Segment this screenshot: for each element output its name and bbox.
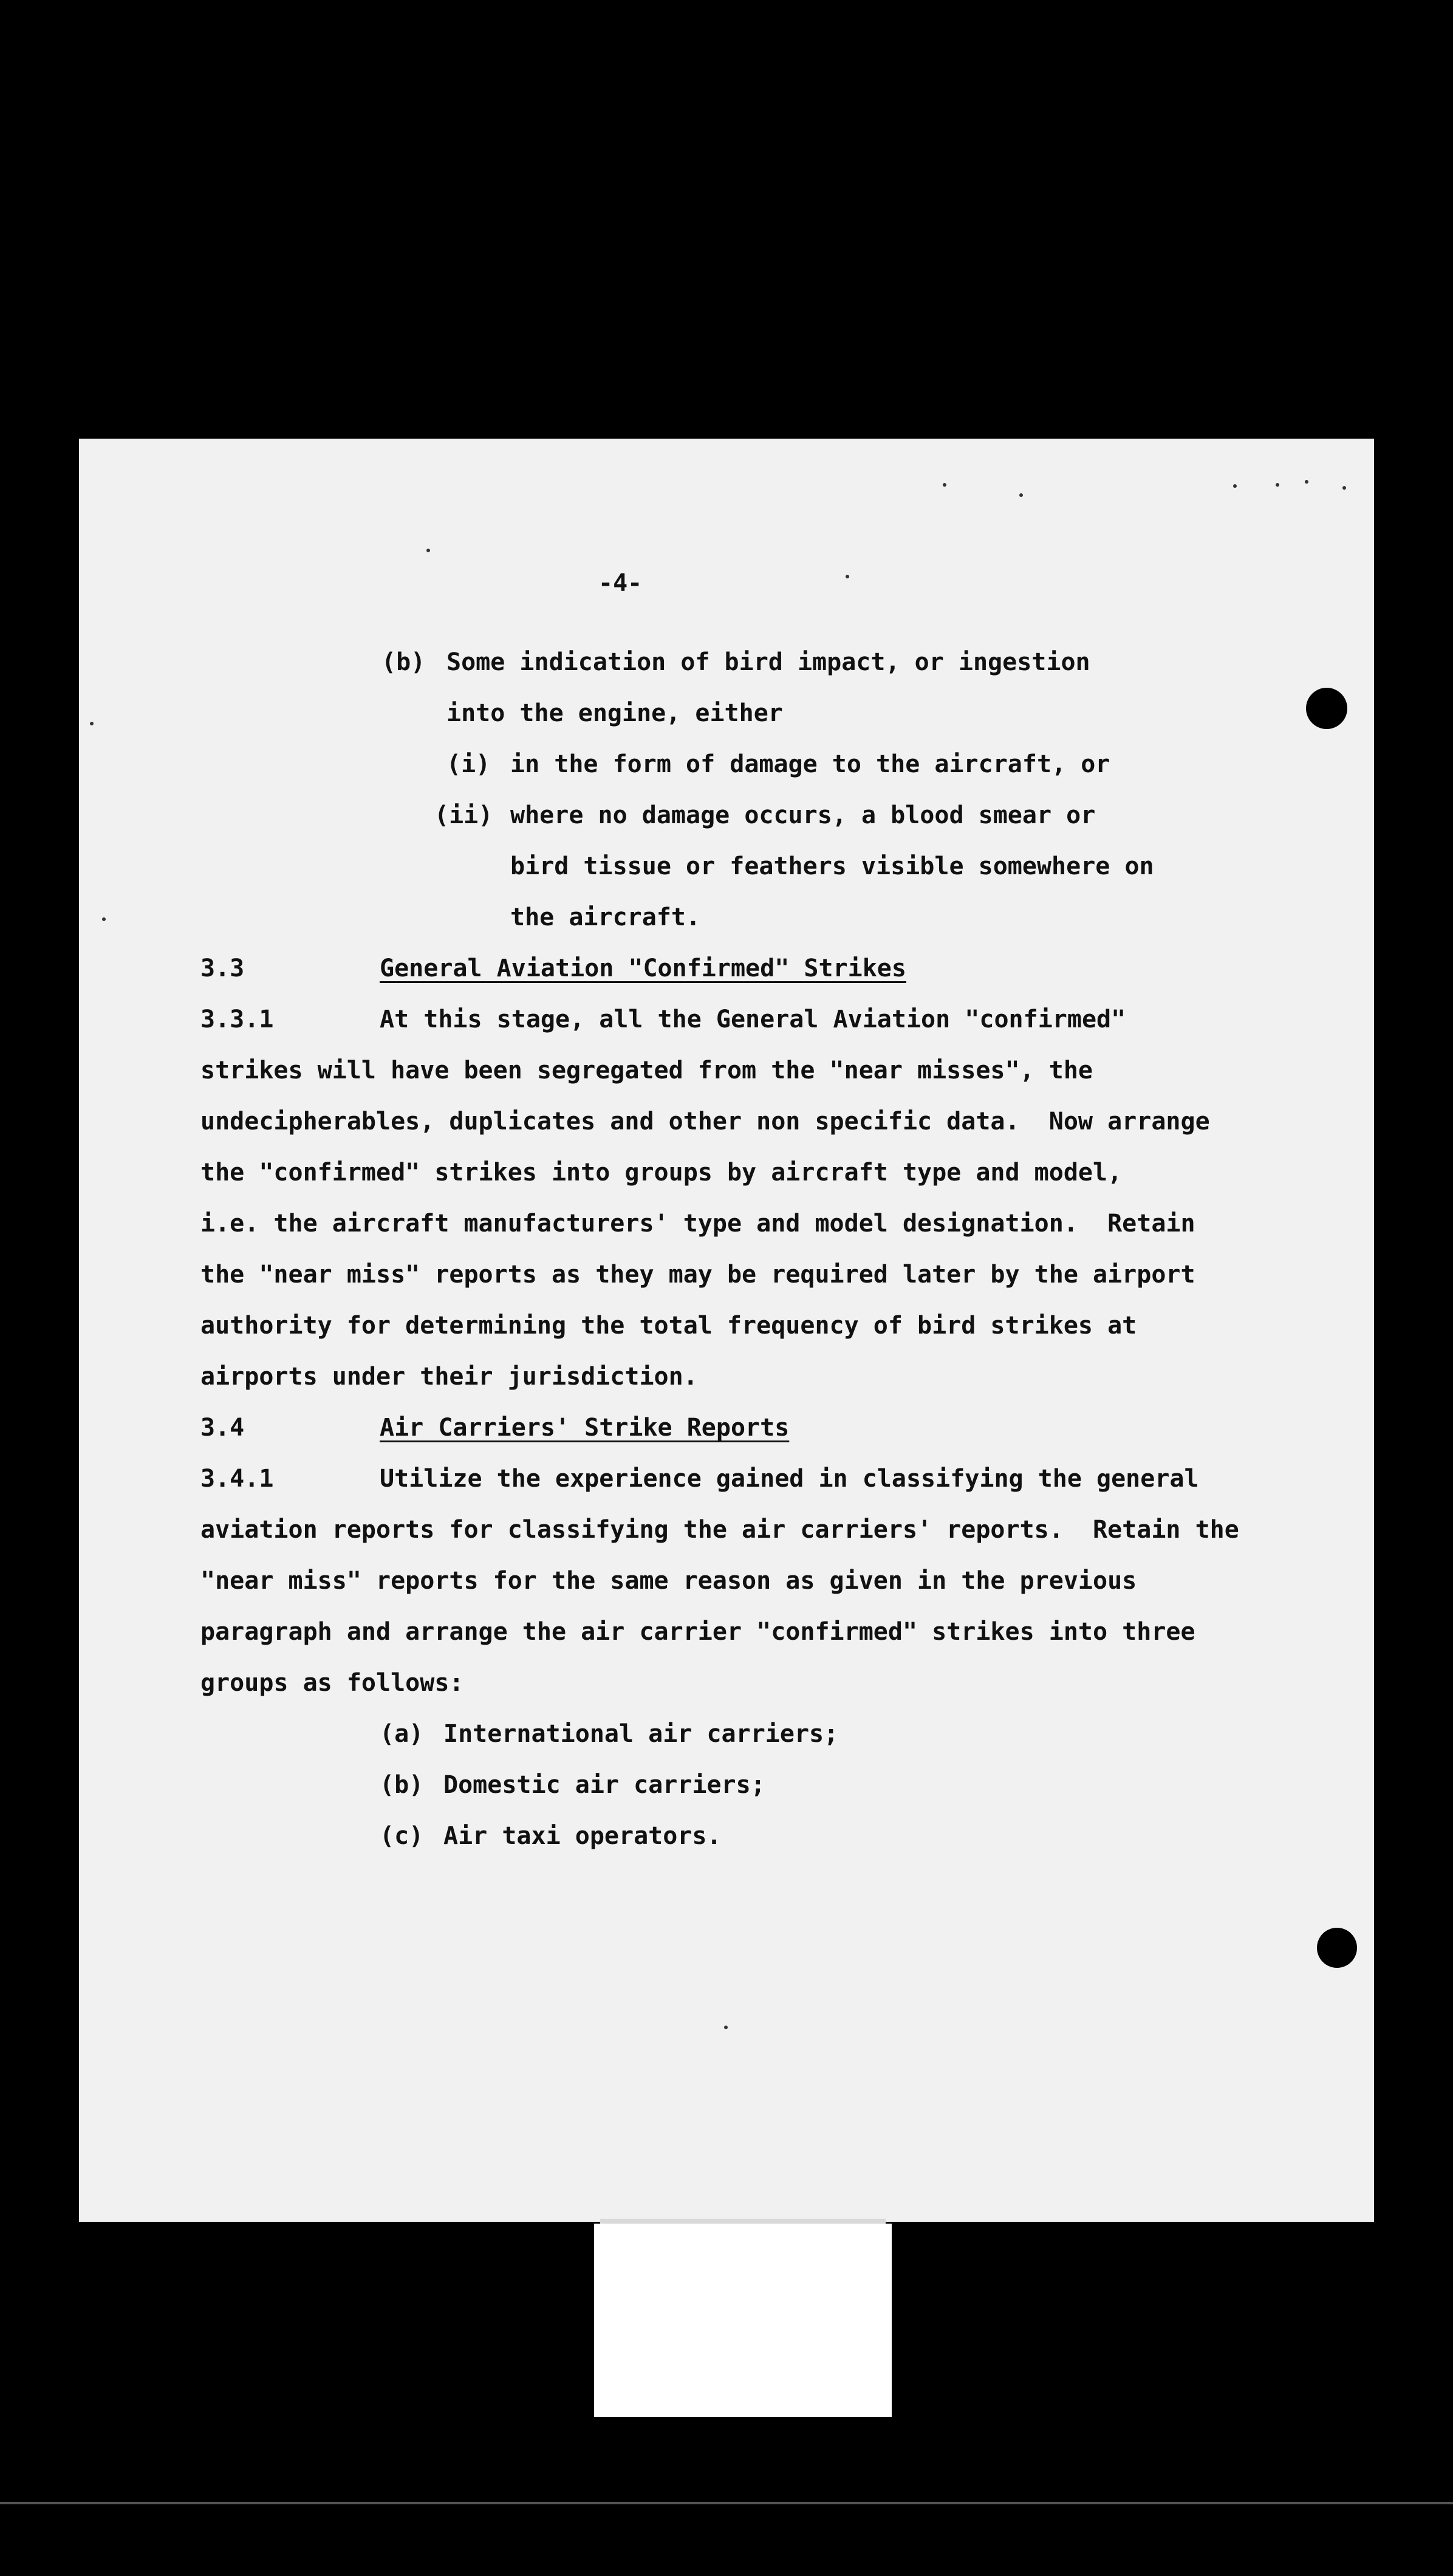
paragraph-line: undecipherables, duplicates and other non specific data. Now arrange (200, 1108, 1210, 1136)
group-text: Domestic air carriers; (443, 1771, 765, 1799)
group-label: (b) (380, 1771, 424, 1799)
scan-speck (1342, 486, 1346, 490)
paragraph-line: aviation reports for classifying the air carriers' reports. Retain the (200, 1516, 1239, 1544)
scan-speck (1233, 484, 1237, 488)
paragraph-line: i.e. the aircraft manufacturers' type and model designation. Retain (200, 1210, 1195, 1238)
group-label: (a) (380, 1720, 424, 1748)
scan-speck (102, 917, 106, 921)
scan-speck (426, 549, 430, 552)
punch-hole-icon (1317, 1928, 1357, 1968)
item-b-line: Some indication of bird impact, or ingestion (446, 648, 1090, 676)
paragraph-line: Utilize the experience gained in classifying the general (380, 1465, 1199, 1493)
item-b-line: into the engine, either (446, 699, 783, 727)
sub-item-i-label: (i) (446, 750, 491, 778)
paragraph-number: 3.3.1 (200, 1005, 274, 1033)
scan-speck (1276, 483, 1279, 487)
scan-speck (724, 2026, 728, 2029)
paragraph-line: strikes will have been segregated from the "near misses", the (200, 1057, 1093, 1084)
scan-line (0, 2502, 1453, 2504)
section-number: 3.3 (200, 954, 245, 982)
scan-speck (846, 575, 849, 578)
paragraph-line: the "near miss" reports as they may be required later by the airport (200, 1261, 1195, 1289)
scan-speck (1019, 493, 1023, 497)
group-text: Air taxi operators. (443, 1822, 722, 1850)
paragraph-line: the "confirmed" strikes into groups by aircraft type and model, (200, 1159, 1123, 1187)
group-text: International air carriers; (443, 1720, 839, 1748)
scan-speck (1305, 480, 1308, 484)
paragraph-line: airports under their jurisdiction. (200, 1363, 698, 1391)
paragraph-line: At this stage, all the General Aviation "confirmed" (380, 1005, 1126, 1033)
sub-item-ii-label: (ii) (434, 801, 493, 829)
page-tab (594, 2224, 892, 2417)
section-heading: General Aviation "Confirmed" Strikes (380, 954, 906, 982)
paragraph-number: 3.4.1 (200, 1465, 274, 1493)
scan-speck (943, 483, 946, 487)
sub-item-ii-line: bird tissue or feathers visible somewhere on (510, 852, 1154, 880)
punch-hole-icon (1306, 688, 1347, 729)
section-number: 3.4 (200, 1414, 245, 1442)
sub-item-ii-line: where no damage occurs, a blood smear or (510, 801, 1096, 829)
sub-item-ii-line: the aircraft. (510, 903, 701, 931)
page-number: -4- (598, 569, 643, 597)
paragraph-line: groups as follows: (200, 1669, 464, 1697)
section-heading: Air Carriers' Strike Reports (380, 1414, 790, 1442)
paragraph-line: "near miss" reports for the same reason as given in the previous (200, 1567, 1137, 1595)
scan-speck (90, 722, 94, 725)
item-b-label: (b) (381, 648, 426, 676)
sub-item-i-text: in the form of damage to the aircraft, or (510, 750, 1110, 778)
paragraph-line: authority for determining the total frequency of bird strikes at (200, 1312, 1137, 1340)
group-label: (c) (380, 1822, 424, 1850)
paragraph-line: paragraph and arrange the air carrier "confirmed" strikes into three (200, 1618, 1195, 1646)
